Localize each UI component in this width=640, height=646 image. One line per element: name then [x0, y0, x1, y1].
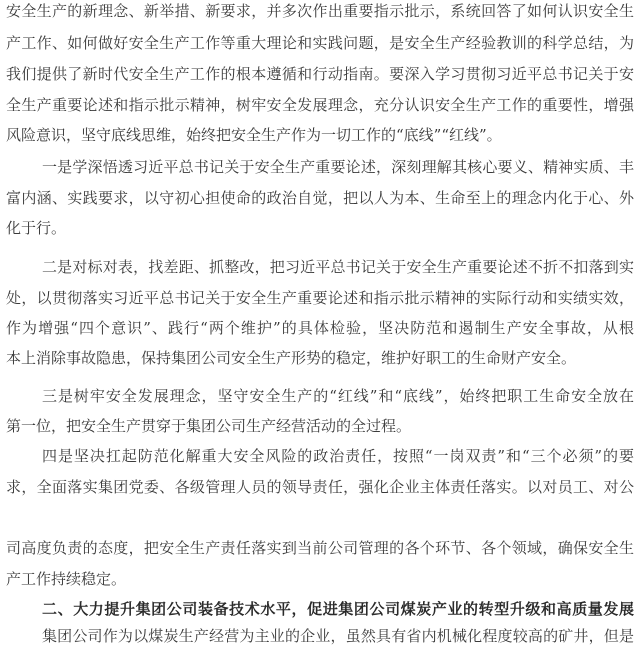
paragraph-line: 司高度负责的态度，把安全生产责任落实到当前公司管理的各个环节、各个领域，确保安全生 — [6, 539, 634, 557]
paragraph-line: 第一位，把安全生产贯穿于集团公司生产经营活动的全过程。 — [6, 417, 412, 435]
paragraph-line: 安全生产的新理念、新举措、新要求，并多次作出重要指示批示，系统回答了如何认识安全生 — [6, 2, 634, 20]
paragraph-line: 富内涵、实践要求，以守初心担使命的政治自觉，把以人为本、生命至上的理念内化于心、外 — [6, 189, 634, 207]
paragraph-line: 二是对标对表，找差距、抓整改，把习近平总书记关于安全生产重要论述不折不扣落到实 — [42, 258, 634, 276]
section-heading: 二、大力提升集团公司装备技术水平，促进集团公司煤炭产业的转型升级和高质量发展 — [42, 600, 634, 618]
paragraph-line: 集团公司作为以煤炭生产经营为主业的企业，虽然具有省内机械化程度较高的矿井，但是 — [42, 627, 634, 645]
paragraph-line: 作为增强“四个意识”、践行“两个维护”的具体检验，坚决防范和遏制生产安全事故，从根 — [6, 319, 634, 337]
paragraph-line: 风险意识，坚守底线思维，始终把安全生产作为一切工作的“底线”“红线”。 — [6, 126, 502, 144]
paragraph-line: 产工作持续稳定。 — [6, 570, 127, 588]
paragraph-line: 产工作、如何做好安全生产工作等重大理论和实践问题，是安全生产经验教训的科学总结，为 — [6, 34, 634, 52]
paragraph-line: 化于行。 — [6, 219, 67, 237]
paragraph-line: 处，以贯彻落实习近平总书记关于安全生产重要论述和指示批示精神的实际行动和实绩实效， — [6, 289, 634, 307]
paragraph-line: 我们提供了新时代安全生产工作的根本遵循和行动指南。要深入学习贯彻习近平总书记关于安 — [6, 65, 634, 83]
paragraph-line: 三是树牢安全发展理念，坚守安全生产的“红线”和“底线”，始终把职工生命安全放在 — [42, 387, 634, 405]
paragraph-line: 四是坚决扛起防范化解重大安全风险的政治责任，按照“一岗双责”和“三个必须”的要 — [42, 447, 634, 465]
paragraph-line: 本上消除事故隐患，保持集团公司安全生产形势的稳定，维护好职工的生命财产安全。 — [6, 349, 577, 367]
paragraph-line: 全生产重要论述和指示批示精神，树牢安全发展理念，充分认识安全生产工作的重要性，增强 — [6, 96, 634, 114]
paragraph-line: 求，全面落实集团党委、各级管理人员的领导责任，强化企业主体责任落实。以对员工、对公 — [6, 478, 634, 496]
paragraph-line: 一是学深悟透习近平总书记关于安全生产重要论述，深刻理解其核心要义、精神实质、丰 — [42, 158, 634, 176]
